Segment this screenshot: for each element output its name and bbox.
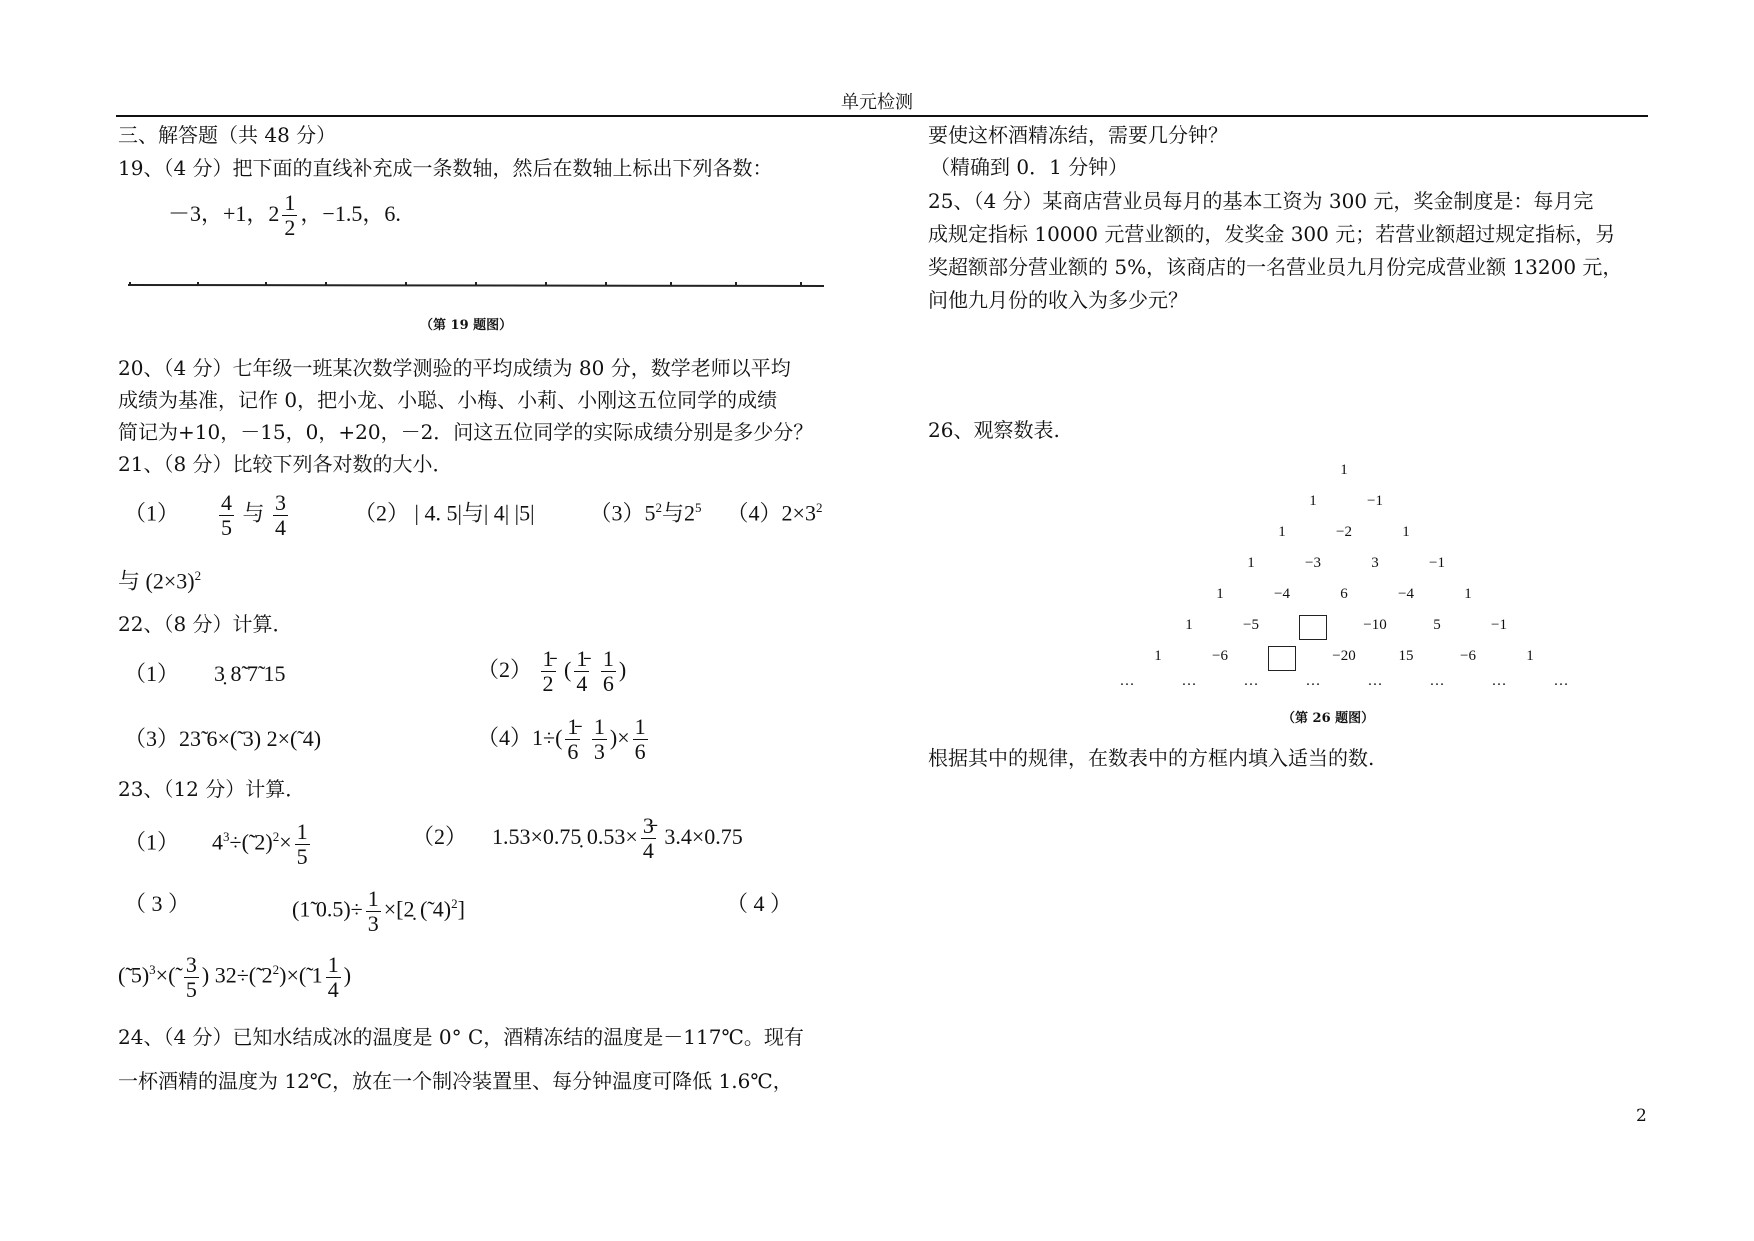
q23-p1-sup1: 3 [223, 829, 230, 844]
table-cell: 1 [1247, 555, 1255, 571]
q21-p2-label: （2） [354, 500, 410, 526]
q20-line3: 简记为+10，－15，0，+20，－2．问这五位同学的实际成绩分别是多少分？ [118, 420, 814, 444]
q23-p3-a: (1̃ 0.5)÷ [292, 896, 363, 922]
table-cell: 1 [1216, 586, 1224, 602]
q22-p4-n2: 1 [593, 714, 605, 740]
q23-p4-sup1: 3 [149, 962, 156, 977]
q24-line2: 一杯酒精的温度为 12℃，放在一个制冷装置里、每分钟温度可降低 1.6℃， [118, 1069, 793, 1093]
q21-p4-expr: 2×3 [781, 500, 816, 526]
q22-title: 22、（8 分）计算． [118, 612, 293, 636]
q26-title: 26、观察数表. [928, 418, 1060, 442]
q22-p4-frac2 [592, 715, 607, 764]
q22-p3-label: （3） [124, 726, 180, 751]
q22-p4 [477, 708, 651, 768]
q19-caption: （第 19 题图） [420, 318, 513, 333]
table-cell: −2 [1336, 524, 1352, 540]
table-cell: −1 [1429, 555, 1445, 571]
table-cell: 1 [1402, 524, 1410, 540]
q22-p2-label: （2） [477, 657, 533, 682]
q23-p4-n2: 1 [327, 951, 339, 977]
q22-p2-frac2 [574, 647, 589, 696]
q22-p4-frac3 [633, 715, 648, 764]
table-cell: 3 [1371, 555, 1379, 571]
q23-p2-label: （2） [412, 824, 468, 849]
q23-p4-d: )×(̃ 1 [279, 962, 323, 988]
q23-p1-b: ÷(̃ 2) [229, 829, 273, 855]
q22-p4-n1: 1̵ [567, 714, 579, 740]
table-cell: −1 [1367, 493, 1383, 509]
table-cell: −6 [1212, 648, 1228, 664]
q20-line2: 成绩为基准，记作 0，把小龙、小聪、小梅、小莉、小刚这五位同学的成绩 [118, 388, 778, 412]
q23-p3-d: 3 [367, 910, 379, 936]
table-cell: 1 [1526, 648, 1534, 664]
q23-p3-sup: 2 [451, 896, 458, 911]
q22-p4-d1: 6 [567, 739, 579, 765]
q21-p1-label: （1） [124, 500, 180, 526]
table-cell: −4 [1274, 586, 1290, 602]
q22-p2-n1: 1̵ [542, 646, 554, 672]
q21-p4-line2 [118, 560, 201, 597]
q19-nums-b: ，−1.5，6. [300, 201, 401, 226]
q21-p3-mid: 与 [662, 500, 685, 526]
q23-p3-c: ] [457, 896, 465, 922]
table-cell: … [1429, 673, 1445, 689]
q21-title: 21、（8 分）比较下列各对数的大小． [118, 452, 453, 476]
q19-fraction [282, 191, 297, 240]
q23-p4-c: ) 32÷(̃ 2 [201, 962, 273, 988]
q22-p2-d3: 6 [602, 671, 614, 697]
q26-caption: （第 26 题图） [1282, 711, 1375, 726]
q21-p4-line2-text: 与 (2×3) [118, 568, 195, 594]
q23-p4-a: (̃ 5) [118, 962, 150, 988]
table-cell: … [1553, 673, 1569, 689]
q21-p2-expr: | 4. 5|与| 4| |5| [414, 500, 535, 526]
q26-instruction: 根据其中的规律，在数表中的方框内填入适当的数. [928, 746, 1375, 770]
q22-p3 [124, 714, 321, 764]
q21-p1-frac1 [219, 491, 234, 540]
table-cell: 1 [1340, 462, 1348, 478]
section-title: 三、解答题（共 48 分） [118, 123, 337, 147]
q21-p1-frac2 [273, 491, 288, 540]
q23-p4-frac1 [184, 953, 199, 1002]
q19-nums-a: －3，+1，2 [168, 201, 280, 226]
q23-p1-frac [295, 820, 310, 869]
q25-line3: 奖超额部分营业额的 5%，该商店的一名营业员九月份完成营业额 13200 元， [928, 255, 1623, 279]
q22-p2-frac3 [601, 647, 616, 696]
table-cell: … [1367, 673, 1383, 689]
q22-p1-label: （1） [124, 661, 180, 686]
table-cell: 5 [1433, 617, 1441, 633]
table-cell: … [1305, 673, 1321, 689]
q24-cont-line2: （精确到 0．1 分钟） [930, 155, 1129, 179]
q22-p4-frac1 [565, 715, 580, 764]
q21-p1-d2: 4 [275, 514, 287, 540]
table-cell: 15 [1398, 648, 1414, 664]
table-cell: −4 [1398, 586, 1414, 602]
q22-p4-pre: 1÷( [532, 725, 563, 750]
q22-p2 [477, 640, 626, 700]
q22-p2-frac1 [541, 647, 556, 696]
q23-p3-frac [366, 887, 381, 936]
page-number: 2 [1636, 1106, 1647, 1126]
q24-line1: 24、（4 分）已知水结成冰的温度是 0° C，酒精冻结的温度是－117℃。现有 [118, 1025, 804, 1049]
q23-p4-b: ×(̃ [155, 962, 181, 988]
q23-p2-b: 3.4×0.75 [664, 824, 743, 849]
q23-p4-sup2: 2 [272, 962, 280, 977]
q19-text: 19、（4 分）把下面的直线补充成一条数轴，然后在数轴上标出下列各数： [118, 156, 773, 180]
answer-box[interactable] [1268, 646, 1296, 671]
q23-p4-n1: 3 [185, 951, 197, 977]
q25-line1: 25、（4 分）某商店营业员每月的基本工资为 300 元，奖金制度是：每月完 [928, 189, 1594, 213]
q23-p1-c: × [279, 829, 292, 855]
table-cell: 1 [1185, 617, 1193, 633]
q19-frac-den: 2 [284, 215, 296, 241]
q22-p4-label: （4） [477, 725, 533, 750]
q23-p3-b: ×[2̣ (̃ 4) [383, 896, 452, 922]
table-cell: −10 [1363, 617, 1387, 633]
q23-p4-label: （ 4 ） [726, 891, 793, 916]
q21-p3-sup-a: 2 [655, 500, 662, 515]
q22-p2-open: ( [564, 657, 572, 682]
q21-p1-d1: 5 [221, 514, 233, 540]
q23-p4 [118, 940, 351, 1005]
q21-p3-sup-b: 5 [695, 500, 702, 515]
table-cell: … [1181, 673, 1197, 689]
q21-p4-line2-sup: 2 [194, 568, 202, 583]
q23-title: 23、（12 分）计算． [118, 777, 306, 801]
table-cell: −5 [1243, 617, 1259, 633]
q21-p4-sup: 2 [815, 500, 823, 515]
q23-p2-n: 3̵ [642, 813, 654, 839]
q23-p2-d: 4 [642, 838, 654, 864]
table-cell: −20 [1332, 648, 1356, 664]
q23-p4-d2: 4 [327, 976, 339, 1002]
q25-line4: 问他九月份的收入为多少元？ [928, 288, 1188, 312]
table-cell: 1 [1464, 586, 1472, 602]
q22-p4-mid: )× [609, 725, 630, 750]
q20-line1: 20、（4 分）七年级一班某次数学测验的平均成绩为 80 分，数学老师以平均 [118, 356, 791, 380]
q23-p1-sup2: 2 [272, 829, 280, 844]
q23-p4-d1: 5 [185, 976, 197, 1002]
q25-line2: 成规定指标 10000 元营业额的，发奖金 300 元；若营业额超过规定指标，另 [928, 222, 1616, 246]
table-cell: 1 [1278, 524, 1286, 540]
q21-p4-label: （4） [726, 500, 782, 526]
q22-p2-d1: 2 [542, 671, 554, 697]
q21-p1-n1: 4 [221, 489, 233, 515]
table-cell: −6 [1460, 648, 1476, 664]
q21-p3-label: （3） [589, 500, 645, 526]
q23-p1-n: 1 [296, 818, 308, 844]
q21-parts [124, 480, 822, 541]
q23-p1 [124, 808, 313, 871]
q22-p1 [124, 645, 286, 703]
q22-p4-d2: 3 [593, 739, 605, 765]
q23-p1-d: 5 [296, 843, 308, 869]
q22-p1-expr: 3̣ 8̃ 7̃ 15 [214, 661, 286, 686]
answer-box[interactable] [1299, 615, 1327, 640]
q23-p4-e: ) [343, 962, 352, 988]
q22-p3-expr: 23̃ 6×(̃ 3) 2×(̃ 4) [179, 726, 322, 751]
q21-p1-n2: 3 [275, 489, 287, 515]
q22-p4-d3: 6 [634, 739, 646, 765]
q19-numbers [168, 185, 401, 243]
table-cell: 1 [1309, 493, 1317, 509]
q22-p2-close: ) [618, 657, 627, 682]
q19-frac-num: 1 [284, 190, 296, 216]
page-header-title: 单元检测 [841, 92, 913, 113]
q23-p3-n: 1 [367, 885, 379, 911]
q22-p4-n3: 1 [634, 714, 646, 740]
table-cell: −3 [1305, 555, 1321, 571]
header-rule [116, 115, 1648, 117]
q23-p1-a: 4 [212, 829, 224, 855]
q23-p3-label: （ 3 ） [124, 891, 191, 916]
q19-line-figure [126, 276, 826, 296]
q23-p1-label: （1） [124, 829, 180, 855]
q22-p2-d2: 4 [576, 671, 588, 697]
table-cell: … [1491, 673, 1507, 689]
q22-p2-n3: 1 [602, 646, 614, 672]
q24-cont-line1: 要使这杯酒精冻结，需要几分钟？ [928, 123, 1228, 147]
table-cell: 1 [1154, 648, 1162, 664]
table-cell: 6 [1340, 586, 1348, 602]
table-cell: … [1119, 673, 1135, 689]
q21-p1-mid: 与 [242, 500, 265, 526]
q23-p4-frac2 [326, 953, 341, 1002]
q23-p2 [412, 808, 743, 866]
table-cell: −1 [1491, 617, 1507, 633]
table-cell: … [1243, 673, 1259, 689]
q23-p2-a: 1.53×0.75̣ 0.53× [492, 824, 638, 849]
q23-p3 [292, 875, 465, 938]
q21-p3-b: 2 [684, 500, 696, 526]
q21-p3-a: 5 [644, 500, 656, 526]
q23-p2-frac [641, 814, 656, 863]
q22-p2-n2: 1̵ [576, 646, 588, 672]
